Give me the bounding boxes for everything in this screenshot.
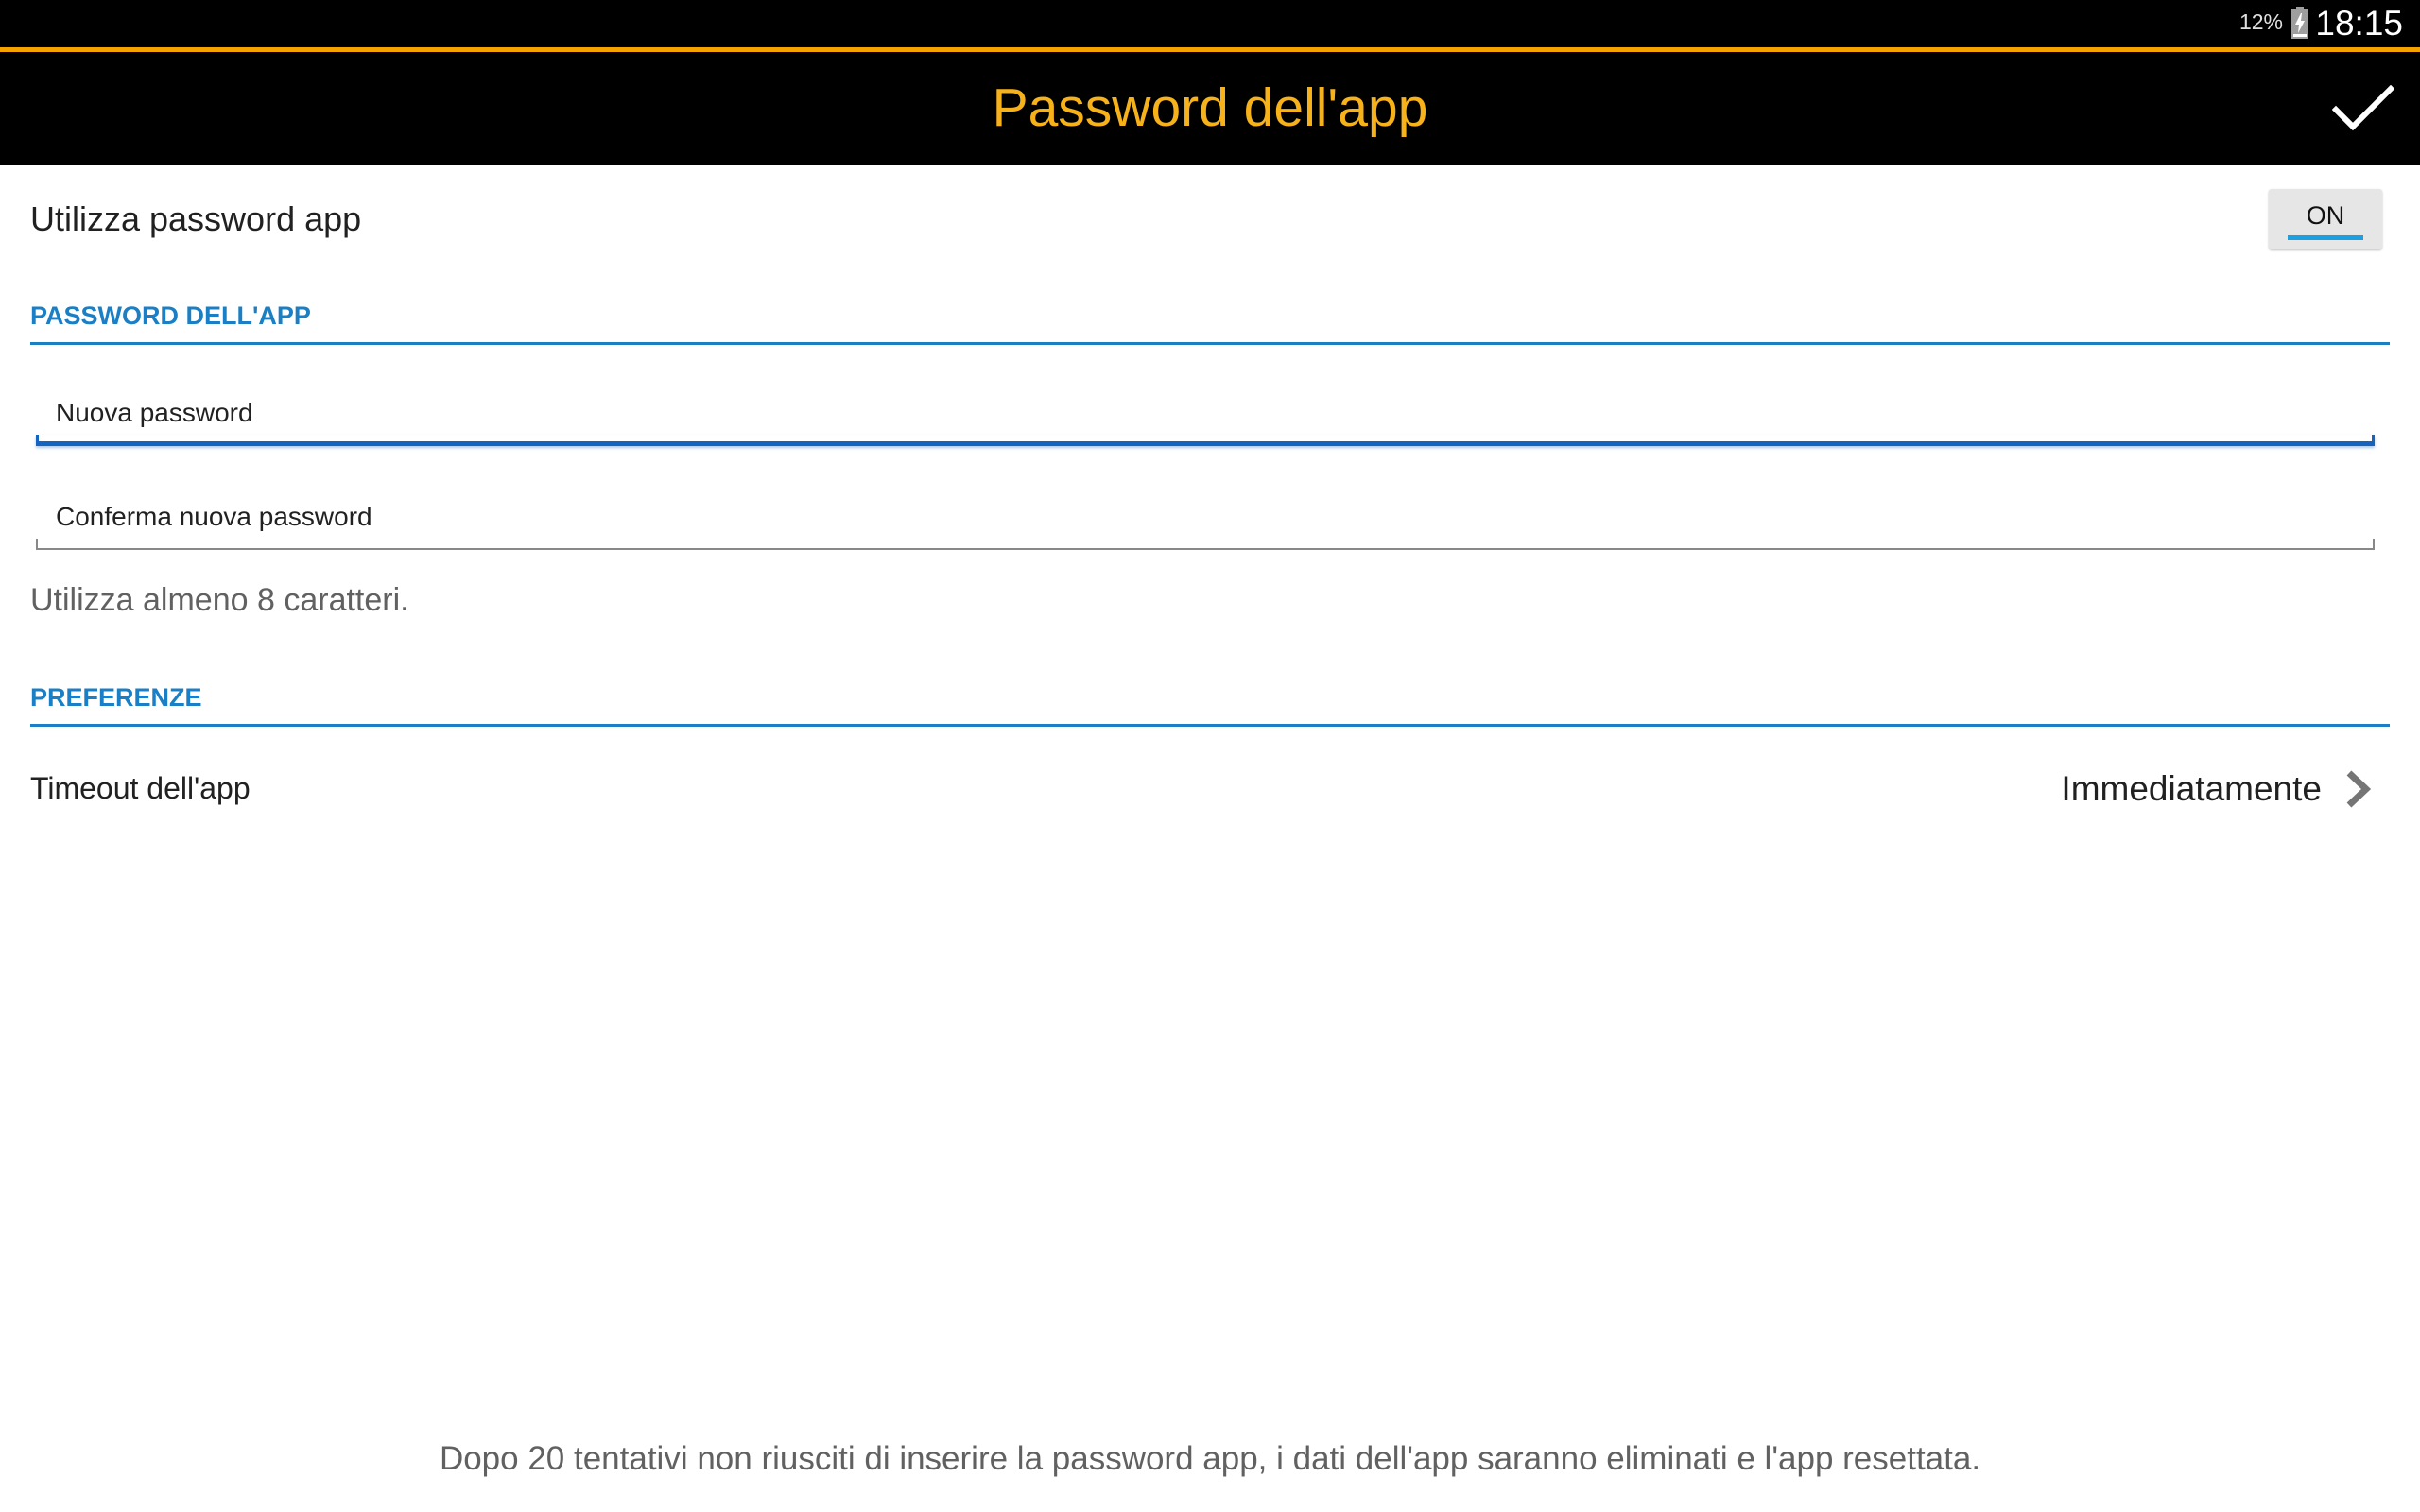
preferences-section-title: PREFERENZE bbox=[30, 683, 202, 712]
confirm-button[interactable] bbox=[2325, 71, 2401, 146]
preferences-section-header bbox=[30, 670, 2390, 727]
toggle-label: ON bbox=[2306, 201, 2345, 230]
use-password-row bbox=[0, 165, 2420, 279]
timeout-value: Immediatamente bbox=[2061, 769, 2322, 808]
new-password-input[interactable] bbox=[36, 389, 2375, 446]
action-bar bbox=[0, 52, 2420, 165]
toggle-indicator bbox=[2288, 235, 2363, 240]
status-bar bbox=[0, 0, 2420, 47]
password-section-header bbox=[30, 288, 2390, 345]
check-icon bbox=[2332, 85, 2394, 132]
page-title: Password dell'app bbox=[992, 77, 1428, 138]
footer-note: Dopo 20 tentativi non riusciti di inserire la password app, i dati dell'app saranno eliminati e l'app resettata. bbox=[439, 1440, 1981, 1477]
password-section-title: PASSWORD DELL'APP bbox=[30, 301, 311, 330]
timeout-row[interactable] bbox=[0, 747, 2420, 832]
chevron-right-icon bbox=[2344, 769, 2373, 809]
timeout-label: Timeout dell'app bbox=[30, 771, 251, 805]
password-hint: Utilizza almeno 8 caratteri. bbox=[30, 582, 409, 618]
battery-percent: 12% bbox=[2238, 9, 2283, 34]
confirm-password-input[interactable] bbox=[36, 493, 2375, 550]
battery-charging-icon bbox=[2290, 6, 2309, 40]
use-password-label: Utilizza password app bbox=[30, 199, 362, 238]
confirm-password-field[interactable] bbox=[36, 493, 2375, 550]
use-password-toggle[interactable] bbox=[2269, 189, 2382, 249]
status-time: 18:15 bbox=[2315, 4, 2403, 43]
new-password-field[interactable] bbox=[36, 389, 2375, 446]
